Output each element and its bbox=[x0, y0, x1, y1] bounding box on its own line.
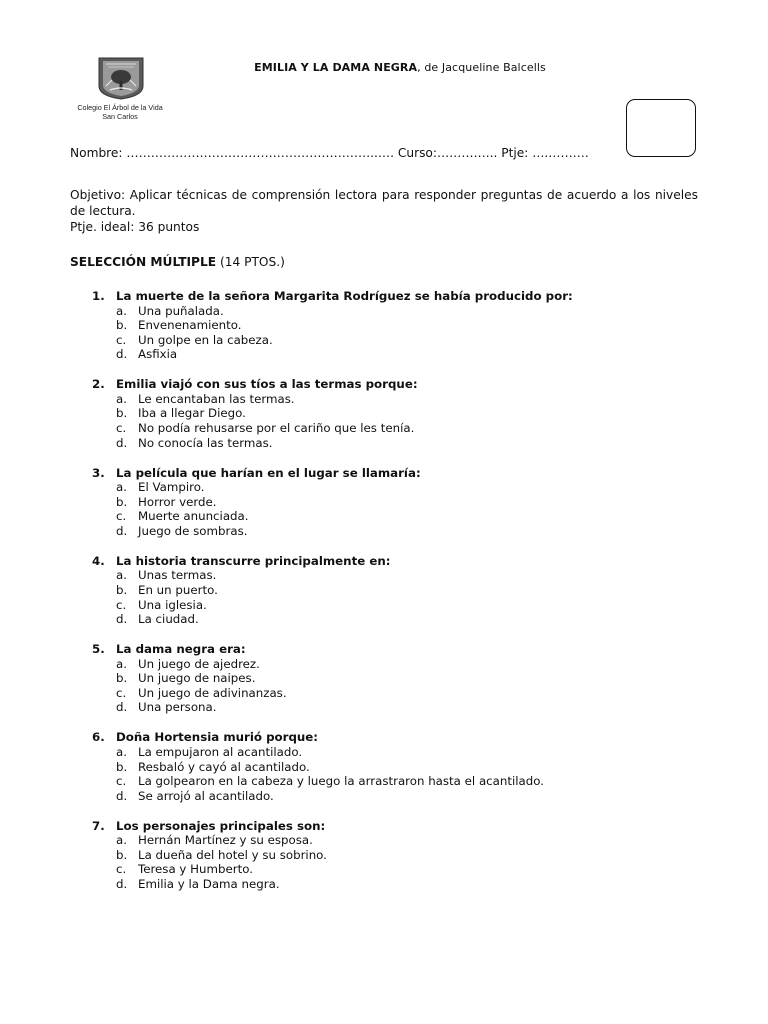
option-letter: a. bbox=[116, 480, 127, 495]
option-letter: b. bbox=[116, 847, 128, 862]
option-letter: c. bbox=[116, 774, 127, 789]
option-text: En un puerto. bbox=[138, 582, 218, 597]
option-letter: d. bbox=[116, 347, 128, 362]
answer-option bbox=[92, 509, 702, 524]
question-item bbox=[92, 819, 702, 892]
option-letter: c. bbox=[116, 862, 127, 877]
answer-option bbox=[92, 480, 702, 495]
book-title: EMILIA Y LA DAMA NEGRA bbox=[254, 61, 418, 74]
question-text: Doña Hortensia murió porque: bbox=[116, 730, 319, 745]
question-text-row bbox=[92, 466, 702, 481]
question-item bbox=[92, 730, 702, 803]
option-text: Hernán Martínez y su esposa. bbox=[138, 833, 313, 848]
option-text: Le encantaban las termas. bbox=[138, 391, 295, 406]
option-letter: d. bbox=[116, 523, 128, 538]
question-text: Emilia viajó con sus tíos a las termas porque: bbox=[116, 377, 418, 392]
option-letter: d. bbox=[116, 876, 128, 891]
question-item bbox=[92, 554, 702, 627]
option-letter: d. bbox=[116, 612, 128, 627]
option-text: Juego de sombras. bbox=[138, 523, 248, 538]
option-text: Iba a llegar Diego. bbox=[138, 406, 246, 421]
answer-option bbox=[92, 406, 702, 421]
student-info-line: Nombre: ……………………………………………………..…. Curso:…………... Ptje: ….………. bbox=[70, 146, 589, 160]
option-letter: c. bbox=[116, 685, 127, 700]
option-letter: b. bbox=[116, 671, 128, 686]
question-number: 3. bbox=[92, 465, 105, 480]
answer-option bbox=[92, 700, 702, 715]
option-letter: c. bbox=[116, 332, 127, 347]
option-text: Un golpe en la cabeza. bbox=[138, 332, 273, 347]
option-text: La ciudad. bbox=[138, 612, 199, 627]
answer-option bbox=[92, 318, 702, 333]
school-name bbox=[70, 104, 170, 121]
option-text: No podía rehusarse por el cariño que les tenía. bbox=[138, 421, 415, 436]
section-heading bbox=[70, 255, 285, 269]
option-text: No conocía las termas. bbox=[138, 435, 273, 450]
book-author: , de Jacqueline Balcells bbox=[417, 61, 546, 74]
question-text-row bbox=[92, 730, 702, 745]
option-text: Un juego de ajedrez. bbox=[138, 656, 260, 671]
option-text: Unas termas. bbox=[138, 568, 217, 583]
option-letter: b. bbox=[116, 582, 128, 597]
answer-option bbox=[92, 392, 702, 407]
answer-option bbox=[92, 583, 702, 598]
option-text: Una persona. bbox=[138, 700, 217, 715]
option-letter: d. bbox=[116, 700, 128, 715]
option-letter: a. bbox=[116, 391, 127, 406]
school-crest-icon bbox=[96, 56, 146, 100]
option-letter: a. bbox=[116, 568, 127, 583]
answer-option bbox=[92, 862, 702, 877]
option-letter: a. bbox=[116, 744, 127, 759]
question-text: La película que harían en el lugar se llamaría: bbox=[116, 465, 421, 480]
option-letter: a. bbox=[116, 656, 127, 671]
section-title: SELECCIÓN MÚLTIPLE bbox=[70, 255, 217, 269]
question-item bbox=[92, 377, 702, 450]
question-number: 4. bbox=[92, 553, 105, 568]
question-text-row bbox=[92, 819, 702, 834]
option-text: La empujaron al acantilado. bbox=[138, 744, 303, 759]
question-number: 1. bbox=[92, 289, 105, 303]
question-item bbox=[92, 642, 702, 715]
answer-option bbox=[92, 304, 702, 319]
answer-option bbox=[92, 833, 702, 848]
question-item bbox=[92, 466, 702, 539]
option-letter: c. bbox=[116, 509, 127, 524]
answer-option bbox=[92, 524, 702, 539]
answer-option bbox=[92, 568, 702, 583]
option-letter: c. bbox=[116, 421, 127, 436]
answer-option bbox=[92, 671, 702, 686]
option-text: Resbaló y cayó al acantilado. bbox=[138, 759, 310, 774]
answer-option bbox=[92, 421, 702, 436]
option-text: Envenenamiento. bbox=[138, 318, 242, 333]
answer-option bbox=[92, 657, 702, 672]
question-number: 6. bbox=[92, 730, 105, 745]
question-text-row bbox=[92, 554, 702, 569]
question-item bbox=[92, 289, 702, 362]
document-title bbox=[200, 61, 600, 74]
question-text: La historia transcurre principalmente en: bbox=[116, 553, 391, 568]
answer-option bbox=[92, 436, 702, 451]
option-letter: b. bbox=[116, 406, 128, 421]
question-number: 5. bbox=[92, 642, 105, 657]
objective-block bbox=[70, 187, 698, 235]
option-letter: a. bbox=[116, 303, 127, 318]
option-letter: b. bbox=[116, 318, 128, 333]
option-text: Una iglesia. bbox=[138, 597, 207, 612]
question-text: La muerte de la señora Margarita Rodríguez se había producido por: bbox=[116, 289, 573, 303]
option-letter: b. bbox=[116, 759, 128, 774]
option-text: El Vampiro. bbox=[138, 480, 205, 495]
objective-text: Objetivo: Aplicar técnicas de comprensión lectora para responder preguntas de acuerdo a los niveles de lectura. bbox=[70, 188, 698, 218]
ideal-score: Ptje. ideal: 36 puntos bbox=[70, 220, 200, 234]
option-text: Muerte anunciada. bbox=[138, 509, 249, 524]
answer-option bbox=[92, 347, 702, 362]
option-text: La golpearon en la cabeza y luego la arrastraron hasta el acantilado. bbox=[138, 774, 545, 789]
question-number: 2. bbox=[92, 377, 105, 392]
score-box bbox=[626, 99, 696, 157]
option-letter: c. bbox=[116, 597, 127, 612]
answer-option bbox=[92, 774, 702, 789]
option-text: Una puñalada. bbox=[138, 303, 224, 318]
question-text-row bbox=[92, 642, 702, 657]
answer-option bbox=[92, 745, 702, 760]
answer-option bbox=[92, 760, 702, 775]
question-text: La dama negra era: bbox=[116, 642, 246, 657]
section-points: (14 PTOS.) bbox=[216, 255, 285, 269]
option-letter: d. bbox=[116, 788, 128, 803]
answer-option bbox=[92, 612, 702, 627]
question-number: 7. bbox=[92, 818, 105, 833]
answer-option bbox=[92, 333, 702, 348]
option-text: La dueña del hotel y su sobrino. bbox=[138, 847, 327, 862]
answer-option bbox=[92, 495, 702, 510]
option-text: Un juego de adivinanzas. bbox=[138, 685, 287, 700]
option-letter: d. bbox=[116, 435, 128, 450]
option-text: Se arrojó al acantilado. bbox=[138, 788, 274, 803]
option-text: Teresa y Humberto. bbox=[138, 862, 253, 877]
answer-option bbox=[92, 877, 702, 892]
option-text: Un juego de naipes. bbox=[138, 671, 256, 686]
option-text: Emilia y la Dama negra. bbox=[138, 876, 280, 891]
question-text-row bbox=[92, 289, 702, 304]
option-letter: b. bbox=[116, 494, 128, 509]
option-text: Asfixia bbox=[138, 347, 178, 362]
school-name-line2: San Carlos bbox=[102, 111, 138, 121]
school-name-line1: Colegio El Árbol de la Vida bbox=[77, 103, 163, 112]
answer-option bbox=[92, 848, 702, 863]
option-text: Horror verde. bbox=[138, 494, 217, 509]
option-letter: a. bbox=[116, 833, 127, 848]
answer-option bbox=[92, 598, 702, 613]
answer-option bbox=[92, 686, 702, 701]
question-text-row bbox=[92, 377, 702, 392]
question-list bbox=[92, 289, 702, 907]
question-text: Los personajes principales son: bbox=[116, 818, 326, 833]
answer-option bbox=[92, 789, 702, 804]
school-logo bbox=[70, 56, 170, 128]
